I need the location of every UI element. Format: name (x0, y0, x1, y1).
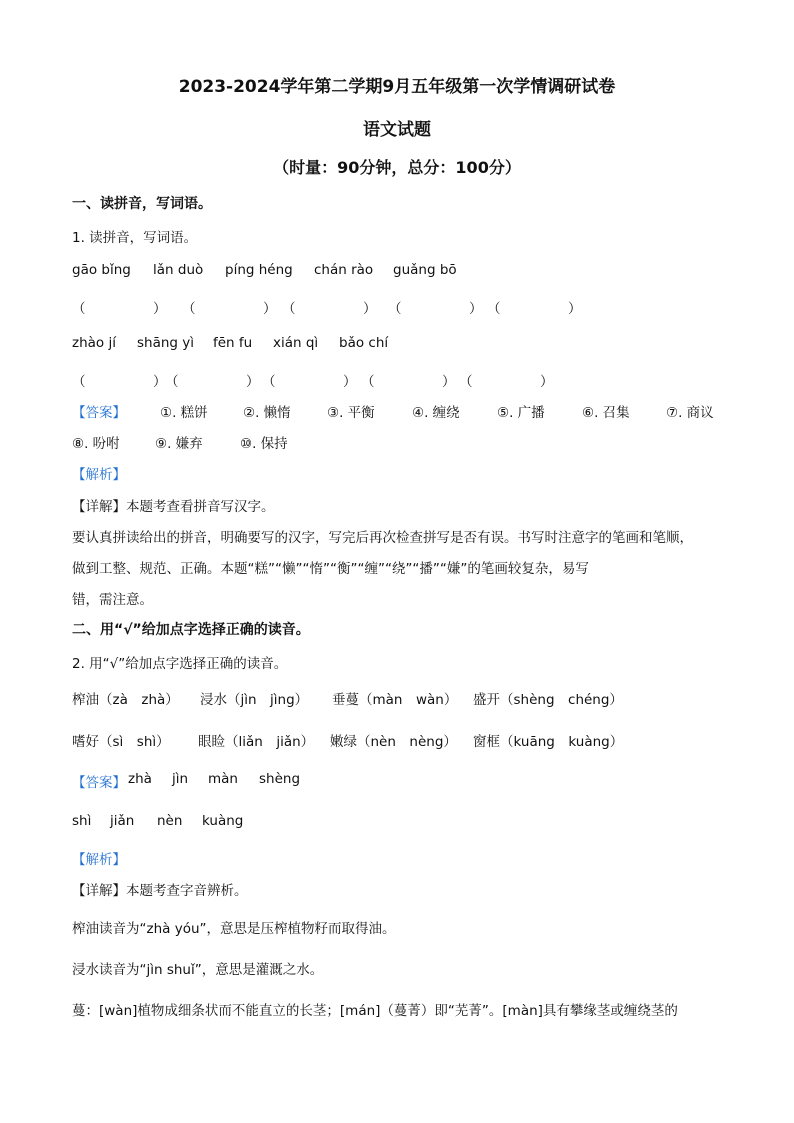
pinyin-item: gāo bǐng (72, 262, 131, 278)
answer-item: ⑨. 嫌弃 (155, 436, 203, 452)
answer-item: nèn (157, 813, 183, 829)
reading-option[interactable]: 垂蔓（màn wàn） (332, 692, 458, 708)
answer-item: ⑧. 吩咐 (72, 436, 120, 452)
answer-item: jiǎn (110, 813, 135, 829)
pinyin-item: chán rào (314, 262, 374, 278)
analysis-label: 【解析】 (72, 467, 126, 483)
answer-item: ⑥. 召集 (582, 405, 630, 421)
answer-item: kuàng (202, 813, 244, 829)
answer-item: ①. 糕饼 (160, 405, 208, 421)
pinyin-item: guǎng bō (393, 262, 457, 278)
explanation-line: 蔓：[wàn]植物成细条状而不能直立的长茎；[mán]（蔓菁）即“芜菁”。[màn]具有攀缘茎或缠绕茎的 (72, 1003, 678, 1019)
answer-blank[interactable]: （ ） (487, 301, 582, 317)
exam-title: 2023-2024学年第二学期9月五年级第一次学情调研试卷 (178, 77, 616, 97)
section-2-heading: 二、用“√”给加点字选择正确的读音。 (72, 622, 310, 638)
pinyin-item: fēn fu (213, 335, 253, 351)
question-1: 1. 读拼音，写词语。 (72, 230, 198, 246)
reading-option[interactable]: 嫩绿（nèn nèng） (330, 734, 457, 750)
reading-option[interactable]: 榨油（zà zhà） (72, 692, 179, 708)
answer-item: ⑦. 商议 (666, 405, 714, 421)
answer-item: ⑤. 广播 (497, 405, 545, 421)
answer-blank[interactable]: （ ） (388, 301, 483, 317)
reading-option[interactable]: 盛开（shèng chéng） (473, 692, 623, 708)
pinyin-item: bǎo chí (339, 335, 389, 351)
question-2: 2. 用“√”给加点字选择正确的读音。 (72, 656, 288, 672)
explanation-line: 浸水读音为“jìn shuǐ”，意思是灌溉之水。 (72, 962, 324, 978)
explanation-line: 榨油读音为“zhà yóu”，意思是压榨植物籽而取得油。 (72, 921, 396, 937)
answer-item: shèng (259, 771, 301, 787)
answer-item: jìn (172, 771, 189, 787)
detail-text: 【详解】本题考查字音辨析。 (72, 883, 248, 899)
answer-label: 【答案】 (72, 775, 126, 791)
answer-item: màn (208, 771, 238, 787)
answer-blank[interactable]: （ ） (72, 301, 167, 317)
answer-label: 【答案】 (72, 405, 126, 421)
pinyin-item: xián qì (273, 335, 319, 351)
detail-text: 【详解】本题考查看拼音写汉字。 (72, 499, 275, 515)
analysis-label: 【解析】 (72, 852, 126, 868)
explanation-line: 错，需注意。 (72, 592, 153, 608)
answer-item: ⑩. 保持 (240, 436, 288, 452)
answer-blank[interactable]: （ ） (361, 374, 456, 390)
reading-option[interactable]: 眼睑（liǎn jiǎn） (198, 734, 315, 750)
answer-blank[interactable]: （ ） (72, 374, 167, 390)
answer-blank[interactable]: （ ） (182, 301, 277, 317)
answer-blank[interactable]: （ ） (282, 301, 377, 317)
pinyin-item: zhào jí (72, 335, 116, 351)
answer-item: ②. 懒惰 (243, 405, 291, 421)
pinyin-item: lǎn duò (153, 262, 204, 278)
reading-option[interactable]: 窗框（kuāng kuàng） (473, 734, 624, 750)
answer-item: ③. 平衡 (327, 405, 375, 421)
answer-item: ④. 缠绕 (412, 405, 460, 421)
answer-blank[interactable]: （ ） (165, 374, 260, 390)
explanation-line: 要认真拼读给出的拼音，明确要写的汉字，写完后再次检查拼写是否有误。书写时注意字的笔画和笔顺， (72, 530, 693, 546)
pinyin-item: píng héng (225, 262, 293, 278)
answer-item: zhà (128, 771, 152, 787)
exam-subtitle: 语文试题 (363, 120, 431, 140)
answer-blank[interactable]: （ ） (459, 374, 554, 390)
explanation-line: 做到工整、规范、正确。本题“糕”“懒”“惰”“衡”“缠”“绕”“播”“嫌”的笔画较复杂，易写 (72, 561, 589, 577)
answer-blank[interactable]: （ ） (262, 374, 357, 390)
reading-option[interactable]: 嗜好（sì shì） (72, 734, 170, 750)
answer-item: shì (72, 813, 92, 829)
time-info: （时量：90分钟，总分：100分） (273, 158, 521, 177)
section-1-heading: 一、读拼音，写词语。 (72, 196, 212, 212)
pinyin-item: shāng yì (137, 335, 195, 351)
reading-option[interactable]: 浸水（jìn jìng） (200, 692, 309, 708)
